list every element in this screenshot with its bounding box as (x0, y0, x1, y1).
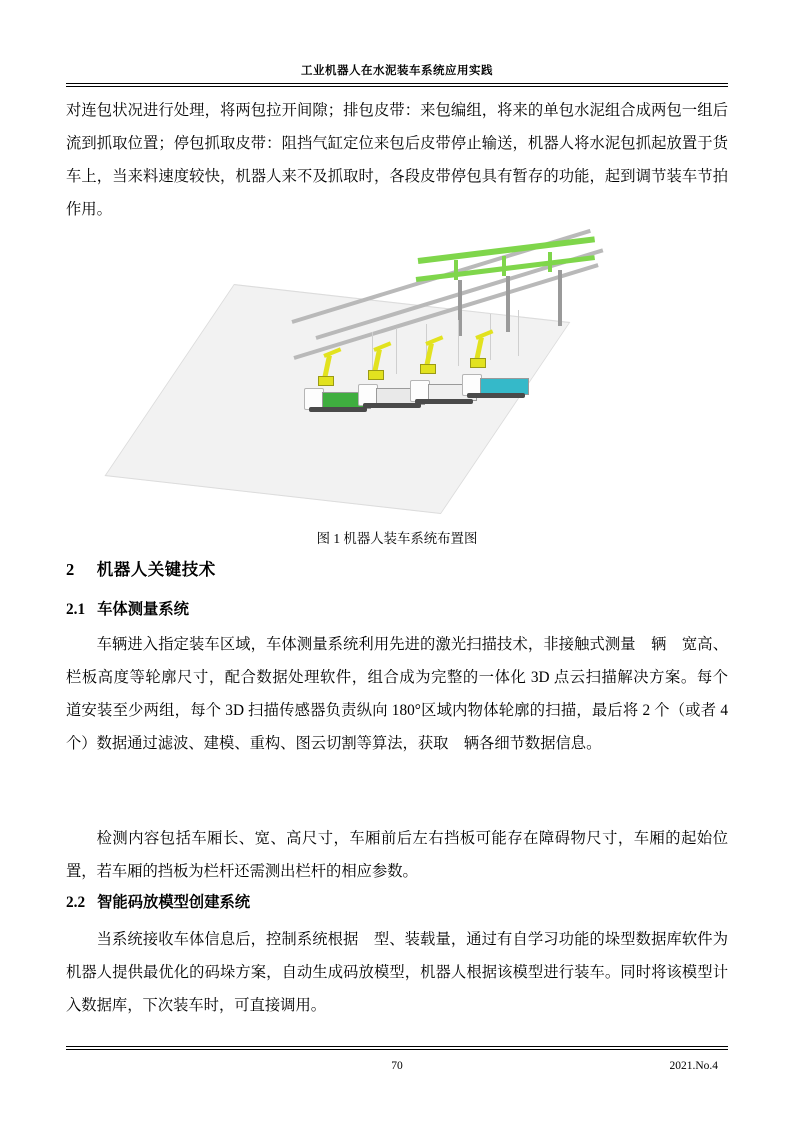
figure-gantry-cross-2 (502, 256, 506, 276)
figure-truck-cyan (462, 372, 528, 402)
heading-section-2-1 (66, 597, 728, 619)
heading-section-2-1-title: 车体测量系统 (97, 601, 189, 618)
page-number: 70 (391, 1060, 403, 1072)
issue-label: 2021.No.4 (669, 1060, 718, 1072)
header-rule-top (66, 83, 728, 84)
header-rule-bottom (66, 86, 728, 87)
figure-robot-2 (362, 334, 388, 380)
paragraph-continued: 对连包状况进行处理，将两包拉开间隙；排包皮带：来包编组，将来的单包水泥组合成两包一组后流到抓取位置；停包抓取皮带：阻挡气缸定位来包后皮带停止输送，机器人将水泥包抓起放置于货车上，当来料速度较快，机器人来不及抓取时，各段皮带停包具有暂存的功能，起到调节装车节拍作用。 (66, 102, 728, 218)
figure-chute-2 (396, 328, 397, 374)
heading-section-2-2-number: 2.2 (66, 894, 86, 911)
figure-caption: 图 1 机器人装车系统布置图 (316, 531, 478, 546)
heading-section-2-1-number: 2.1 (66, 601, 86, 618)
heading-section-2 (66, 556, 728, 580)
figure-chute-5 (490, 314, 491, 360)
figure-chute-6 (518, 310, 519, 356)
figure-silo-cluster (596, 242, 642, 318)
footer-rule-bottom (66, 1049, 728, 1050)
footer-rule-top (66, 1046, 728, 1047)
heading-section-2-number: 2 (66, 560, 75, 579)
heading-section-2-2 (66, 890, 728, 912)
page-content (66, 0, 744, 1122)
figure-support-tower-2 (506, 276, 510, 332)
running-header: 工业机器人在水泥装车系统应用实践 (301, 65, 493, 77)
paragraph-2-1-2: 检测内容包括车厢长、宽、高尺寸，车厢前后左右挡板可能存在障碍物尺寸，车厢的起始位置，若车厢的挡板为栏杆还需测出栏杆的相应参数。 (66, 830, 728, 880)
paragraph-2-1-1: 车辆进入指定装车区域，车体测量系统利用先进的激光扫描技术，非接触式测量 辆 宽高、栏板高度等轮廓尺寸，配合数据处理软件，组合成为完整的一体化 3D 点云扫描解决方案。每个 道安装至少两组，每个 3D 扫描传感器负责纵向 180°区域内物体轮廓的扫描，最后将 2 个（或者 4 个）数据通过滤波、建模、重构、图云切割等算法，获取 辆各细节数据信息。 (66, 636, 744, 752)
heading-section-2-2-title: 智能码放模型创建系统 (97, 894, 251, 911)
figure-chute-4 (458, 320, 459, 366)
figure-robot-1 (312, 340, 338, 386)
paragraph-2-2-1: 当系统接收车体信息后，控制系统根据 型、装载量，通过有自学习功能的垛型数据库软件为机器人提供最优化的码垛方案，自动生成码放模型，机器人根据该模型进行装车。同时将该模型计入数据库，下次装车时，可直接调用。 (66, 931, 728, 1014)
figure-support-tower-3 (558, 270, 562, 326)
figure-robot-3 (414, 328, 440, 374)
figure-gantry-cross-3 (548, 252, 552, 272)
figure-robot-4 (464, 322, 490, 368)
figure-robot-loading-layout (66, 236, 728, 526)
heading-section-2-title: 机器人关键技术 (96, 560, 216, 579)
figure-gantry-cross-1 (454, 260, 458, 280)
